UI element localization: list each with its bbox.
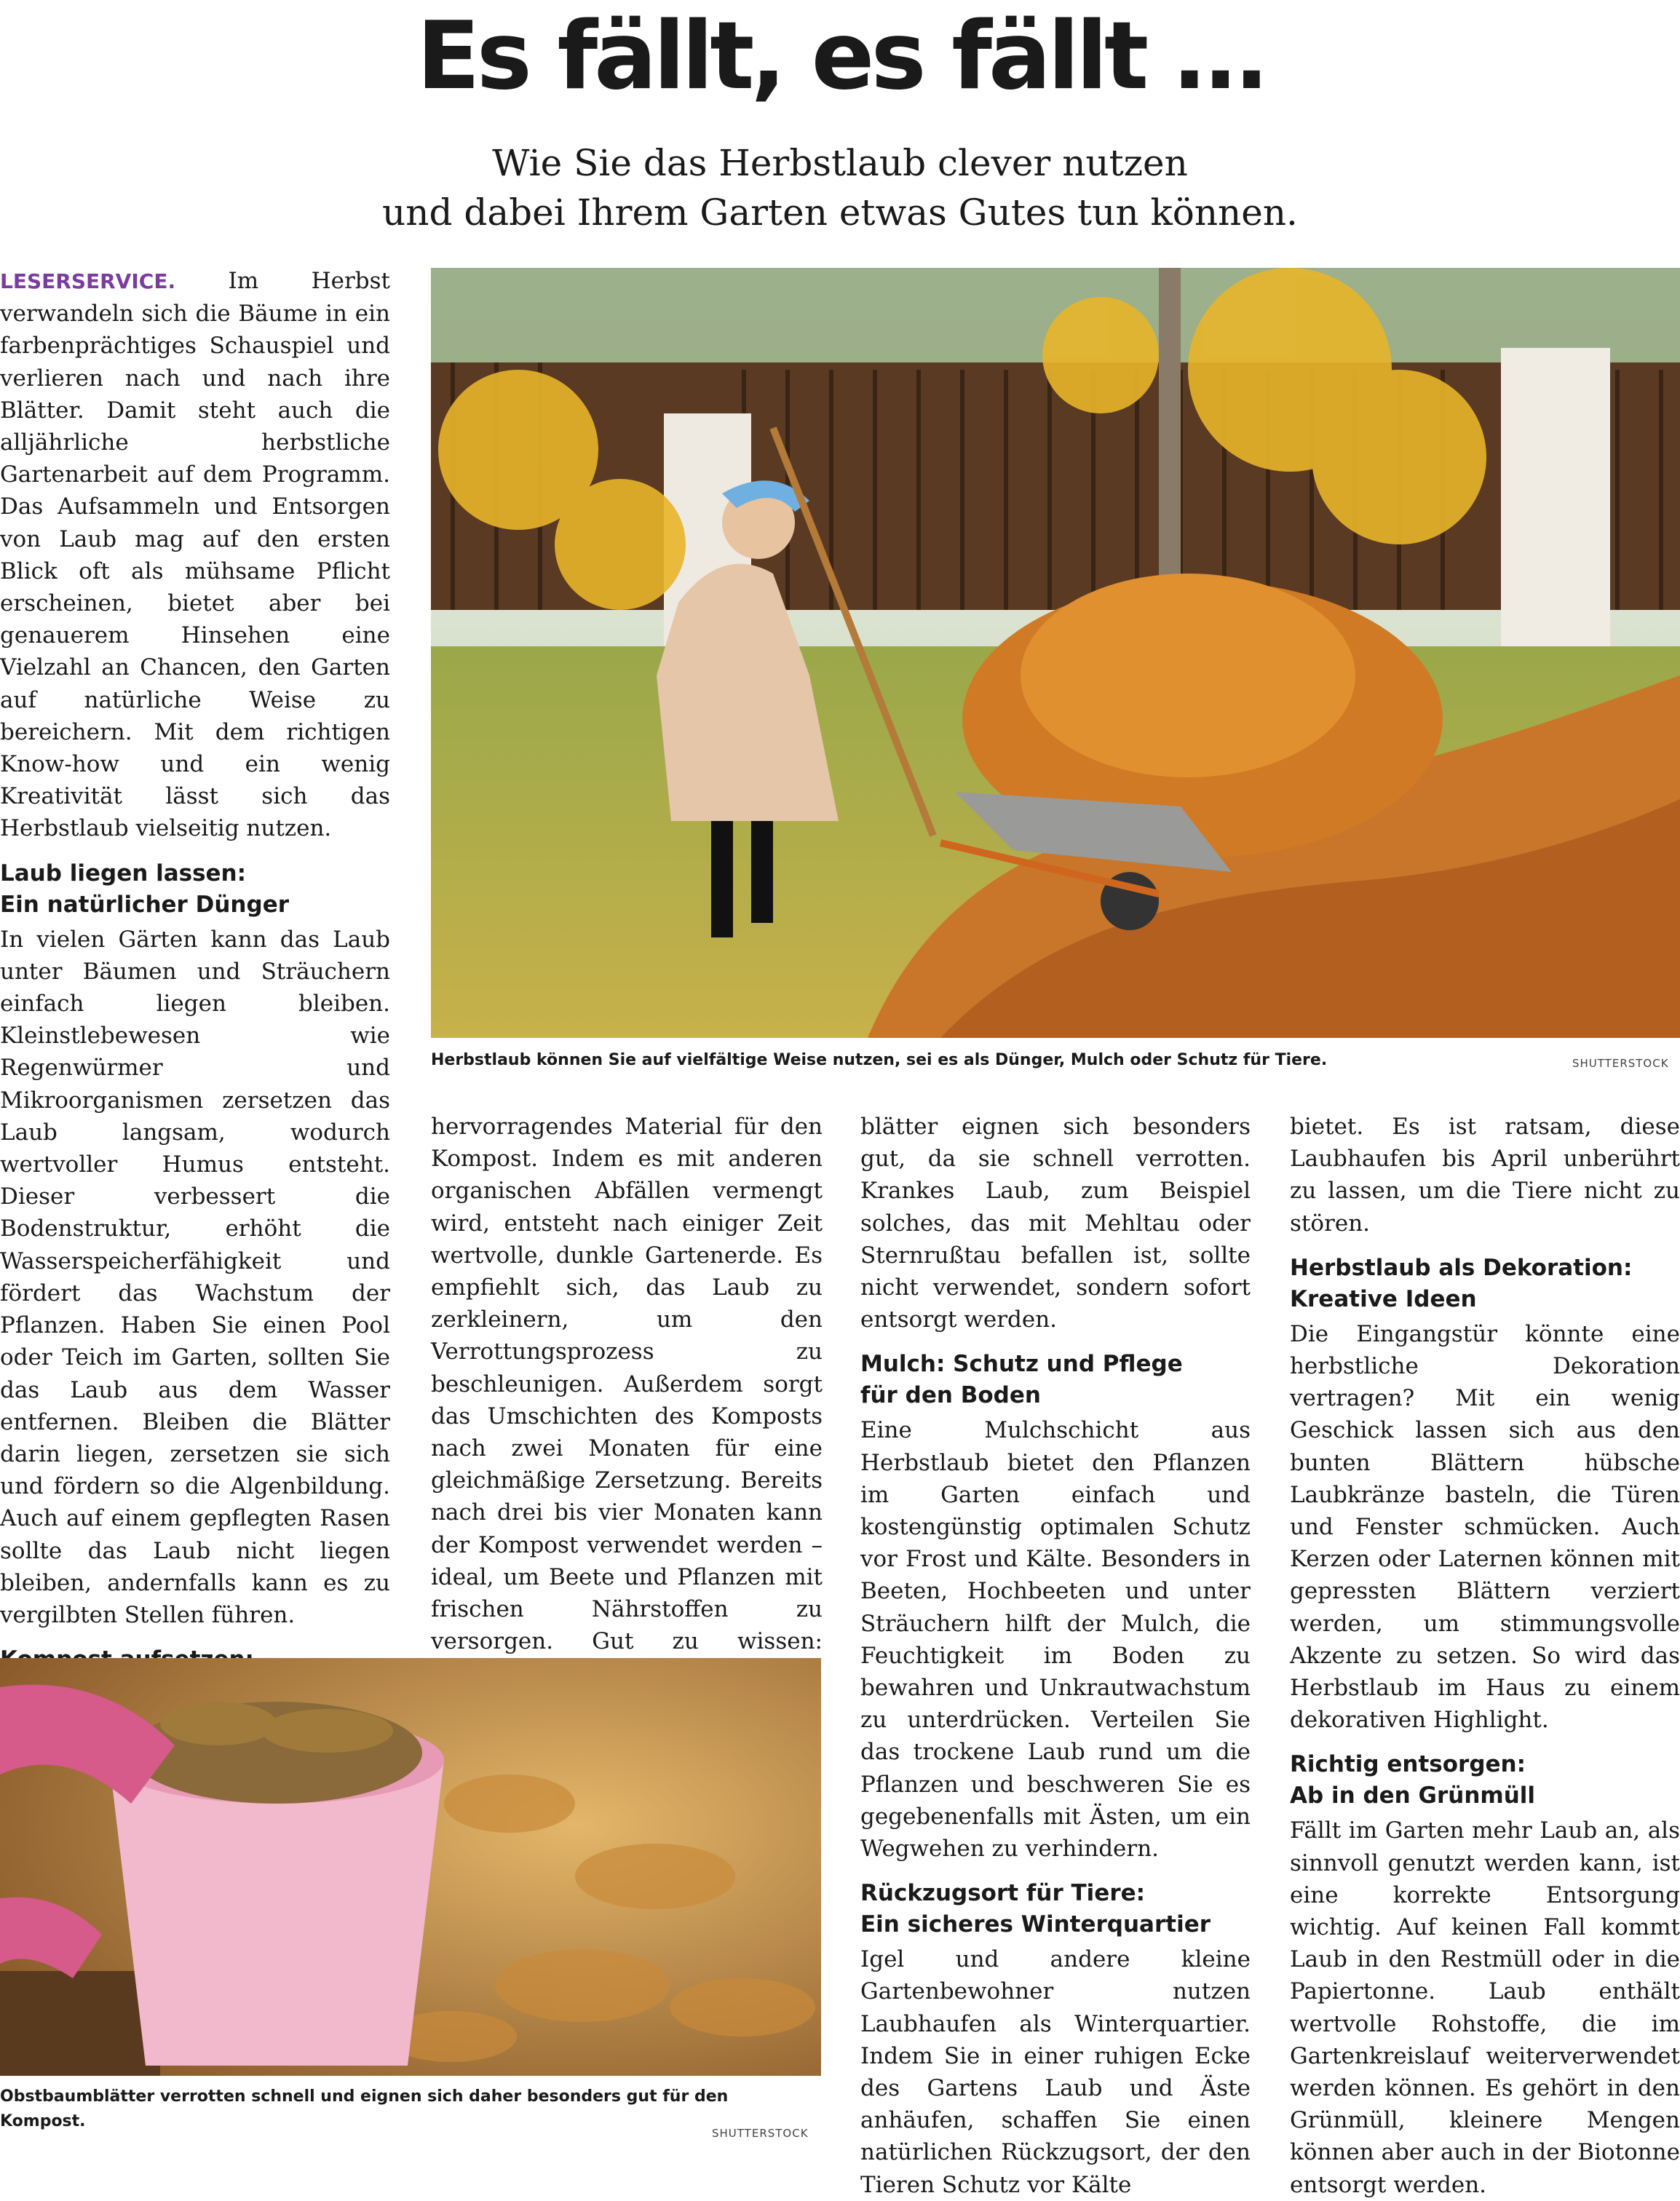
section-heading-duenger [0, 858, 390, 921]
bucket-photo-illustration [0, 1658, 821, 2076]
heading-line: Kreative Ideen [1290, 1285, 1477, 1312]
heading-line: Ein natürlicher Dünger [0, 891, 290, 918]
heading-line: Herbstlaub als Dekoration: [1290, 1254, 1633, 1281]
section-text-duenger: In vielen Gärten kann das Laub unter Bäumen und Sträuchern einfach liegen bleiben. Kleinstlebewesen wie Regenwürmer und Mikroorganismen zersetzen das Laub langsam, wodurch wertvoller Humus entsteht. Dieser verbessert die Bodenstruktur, erhöht die Wasserspeicherfähigkeit und fördert das Wachstum der Pflanzen. Haben Sie einen Pool oder Teich im Garten, sollten Sie das Laub aus dem Wasser entfernen. Bleiben die Blätter darin liegen, zersetzen sie sich und fördern so die Algenbildung. Auch auf einem gepflegten Rasen sollte das Laub nicht liegen bleiben, andernfalls kann es zu vergilbten Stellen führen. [0, 926, 390, 1628]
section-heading-tiere [860, 1878, 1251, 1940]
column-3 [860, 1111, 1251, 2201]
heading-line: Ab in den Grünmüll [1290, 1782, 1536, 1809]
section-text-entsorgen: Fällt im Garten mehr Laub an, als sinnvoll genutzt werden kann, ist eine korrekte Entsorgung wichtig. Auf keinen Fall kommt Laub in den Restmüll oder in die Papiertonne. Laub enthält wertvolle Rohstoffe, die im Gartenkreislauf weiterverwendet werden können. Es gehört in den Grünmüll, kleinere Mengen können aber auch in der Biotonne entsorgt werden. [1290, 1817, 1680, 2198]
heading-line: Laub liegen lassen: [0, 860, 247, 887]
section-text-mulch: Eine Mulchschicht aus Herbstlaub bietet den Pflanzen im Garten einfach und kostengünstig optimalen Schutz vor Frost und Kälte. Besonders in Beeten, Hochbeeten und unter Sträuchern hilft der Mulch, die Feuchtigkeit im Boden zu bewahren und Unkrautwachstum zu unterdrücken. Verteilen Sie das trockene Laub rund um die Pflanzen und beschweren Sie es gegebenenfalls mit Ästen, um ein Wegwehen zu verhindern. [860, 1417, 1251, 1863]
heading-line: Mulch: Schutz und Pflege [860, 1351, 1183, 1378]
intro-text: Im Herbst verwandeln sich die Bäume in ein farbenprächtiges Schauspiel und verlieren nach und nach ihre Blätter. Damit steht auch die alljährliche herbstliche Gartenarbeit auf dem Programm. Das Aufsammeln und Entsorgen von Laub mag auf den ersten Blick oft als mühsame Pflicht erscheinen, bietet aber bei genauerem Hinsehen eine Vielzahl an Chancen, den Garten auf natürliche Weise zu bereichern. Mit dem richtigen Know-how und ein wenig Kreativität lässt sich das Herbstlaub vielseitig nutzen. [0, 268, 390, 842]
main-photo-caption: Herbstlaub können Sie auf vielfältige Weise nutzen, sei es als Dünger, Mulch oder Schutz für Tiere. [431, 1051, 1328, 1069]
section-text-kompost-part-2: hervorragendes Material für den Kompost. Indem es mit anderen organischen Abfällen vermengt wird, entsteht nach einiger Zeit wertvolle, dunkle Gartenerde. Es empfiehlt sich, das Laub zu zerkleinern, um den Verrottungsprozess zu beschleunigen. Außerdem sorgt das Umschichten des Komposts nach zwei Monaten für eine gleichmäßige Zersetzung. Bereits nach drei bis vier Monaten kann der Kompost verwendet werden – ideal, um Beete und Pflanzen mit frischen Nährstoffen zu versorgen. Gut zu wissen: [431, 1114, 823, 1655]
column-1 [0, 265, 390, 1742]
headline: Es fällt, es fällt … [416, 2, 1264, 111]
heading-line: Ein sicheres Winterquartier [860, 1911, 1211, 1938]
section-text-tiere-part-2: bietet. Es ist ratsam, diese Laubhaufen bis April unberührt zu lassen, um die Tiere nicht zu stören. [1290, 1114, 1680, 1237]
heading-line: Rückzugsort für Tiere: [860, 1880, 1146, 1907]
section-heading-mulch [860, 1349, 1251, 1411]
main-photo-illustration [431, 268, 1680, 1038]
kicker: LESERSERVICE. [0, 269, 176, 293]
bucket-photo-credit: SHUTTERSTOCK [712, 2127, 809, 2140]
main-photo-raking-leaves [431, 268, 1680, 1038]
intro-paragraph [0, 265, 390, 845]
subheadline [0, 138, 1680, 237]
section-text-kompost-part-3: blätter eignen sich besonders gut, da sie schnell verrotten. Krankes Laub, zum Beispiel solches, das mit Mehltau oder Sternrußtau befallen ist, sollte nicht verwendet, sondern sofort entsorgt werden. [860, 1114, 1251, 1333]
heading-line: für den Boden [860, 1382, 1041, 1409]
section-text-tiere-part-1: Igel und andere kleine Gartenbewohner nutzen Laubhaufen als Winterquartier. Indem Sie in einer ruhigen Ecke des Gartens Laub und Äste anhäufen, schaffen Sie einen natürlichen Rückzugsort, der den Tieren Schutz vor Kälte [860, 1946, 1251, 2198]
subheadline-line-2: und dabei Ihrem Garten etwas Gutes tun können. [382, 191, 1298, 234]
heading-line: Richtig entsorgen: [1290, 1751, 1526, 1778]
section-heading-entsorgen [1290, 1749, 1680, 1812]
bucket-photo-leaves [0, 1658, 821, 2076]
section-text-deko: Die Eingangstür könnte eine herbstliche Dekoration vertragen? Mit ein wenig Geschick lassen sich aus den bunten Blättern hübsche Laubkränze basteln, die Türen und Fenster schmücken. Auch Kerzen oder Laternen können mit gepressten Blättern verziert werden, um stimmungsvolle Akzente zu setzen. So wird das Herbstlaub im Haus zu einem dekorativen Highlight. [1290, 1320, 1680, 1734]
section-heading-deko [1290, 1253, 1680, 1315]
column-4 [1290, 1111, 1680, 2201]
column-2 [431, 1111, 823, 1690]
subheadline-line-1: Wie Sie das Herbstlaub clever nutzen [492, 142, 1188, 184]
main-photo-credit: SHUTTERSTOCK [1572, 1057, 1669, 1070]
bucket-photo-caption: Obstbaumblätter verrotten schnell und eignen sich daher besonders gut für den Kompost. [0, 2087, 729, 2130]
